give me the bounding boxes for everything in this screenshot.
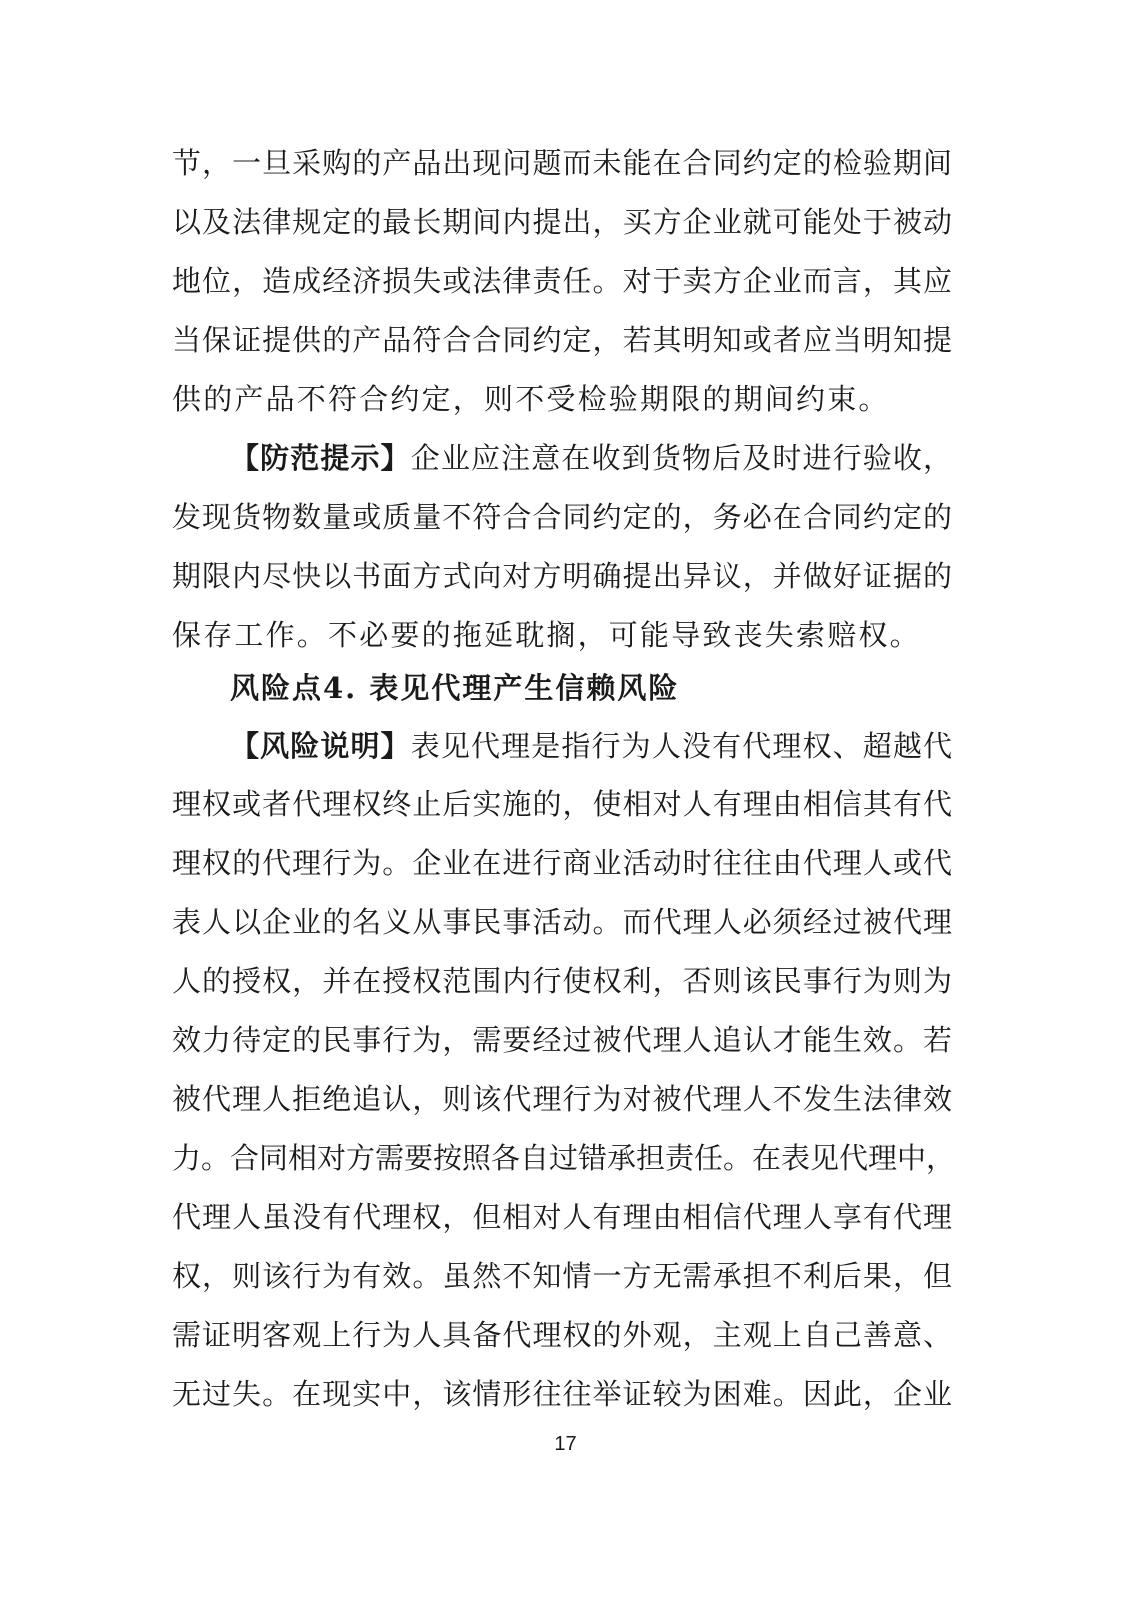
paragraph-line: 节，一旦采购的产品出现问题而未能在合同约定的检验期间 bbox=[172, 146, 952, 180]
paragraph-line: 当保证提供的产品符合合同约定，若其明知或者应当明知提 bbox=[172, 323, 952, 357]
paragraph-line: 理权或者代理权终止后实施的，使相对人有理由相信其有代 bbox=[172, 787, 952, 821]
paragraph-line: 权，则该行为有效。虽然不知情一方无需承担不利后果，但 bbox=[172, 1259, 952, 1293]
paragraph-line: 发现货物数量或质量不符合合同约定的，务必在合同约定的 bbox=[172, 500, 952, 534]
paragraph-line: 效力待定的民事行为，需要经过被代理人追认才能生效。若 bbox=[172, 1023, 952, 1057]
paragraph-line: 表人以企业的名义从事民事活动。而代理人必须经过被代理 bbox=[172, 905, 952, 939]
paragraph-line: 力。合同相对方需要按照各自过错承担责任。在表见代理中， bbox=[172, 1141, 956, 1175]
page-number: 17 bbox=[554, 1433, 577, 1455]
paragraph-line: 无过失。在现实中，该情形往往举证较为困难。因此，企业 bbox=[172, 1377, 952, 1411]
paragraph-line: 保存工作。不必要的拖延耽搁，可能导致丧失索赔权。 bbox=[172, 618, 921, 652]
risk-explanation-first-line bbox=[230, 728, 952, 764]
paragraph-line: 以及法律规定的最长期间内提出，买方企业就可能处于被动 bbox=[172, 205, 952, 239]
risk-explanation-text: 表见代理是指行为人没有代理权、超越代 bbox=[410, 729, 952, 763]
prevention-tip-text: 企业应注意在收到货物后及时进行验收， bbox=[410, 441, 952, 475]
paragraph-line: 代理人虽没有代理权，但相对人有理由相信代理人享有代理 bbox=[172, 1200, 952, 1234]
prevention-tip-first-line bbox=[230, 440, 952, 476]
paragraph-line: 供的产品不符合约定，则不受检验期限的期间约束。 bbox=[172, 382, 890, 416]
paragraph-line: 需证明客观上行为人具备代理权的外观，主观上自己善意、 bbox=[172, 1318, 952, 1352]
prevention-tip-label: 【防范提示】 bbox=[230, 441, 411, 475]
paragraph-line: 被代理人拒绝追认，则该代理行为对被代理人不发生法律效 bbox=[172, 1082, 952, 1116]
paragraph-line: 期限内尽快以书面方式向对方明确提出异议，并做好证据的 bbox=[172, 559, 952, 593]
paragraph-line: 理权的代理行为。企业在进行商业活动时往往由代理人或代 bbox=[172, 846, 952, 880]
risk-explanation-label: 【风险说明】 bbox=[230, 729, 411, 763]
paragraph-line: 地位，造成经济损失或法律责任。对于卖方企业而言，其应 bbox=[172, 264, 952, 298]
section-heading: 风险点4. 表见代理产生信赖风险 bbox=[230, 671, 680, 705]
paragraph-line: 人的授权，并在授权范围内行使权利，否则该民事行为则为 bbox=[172, 964, 952, 998]
